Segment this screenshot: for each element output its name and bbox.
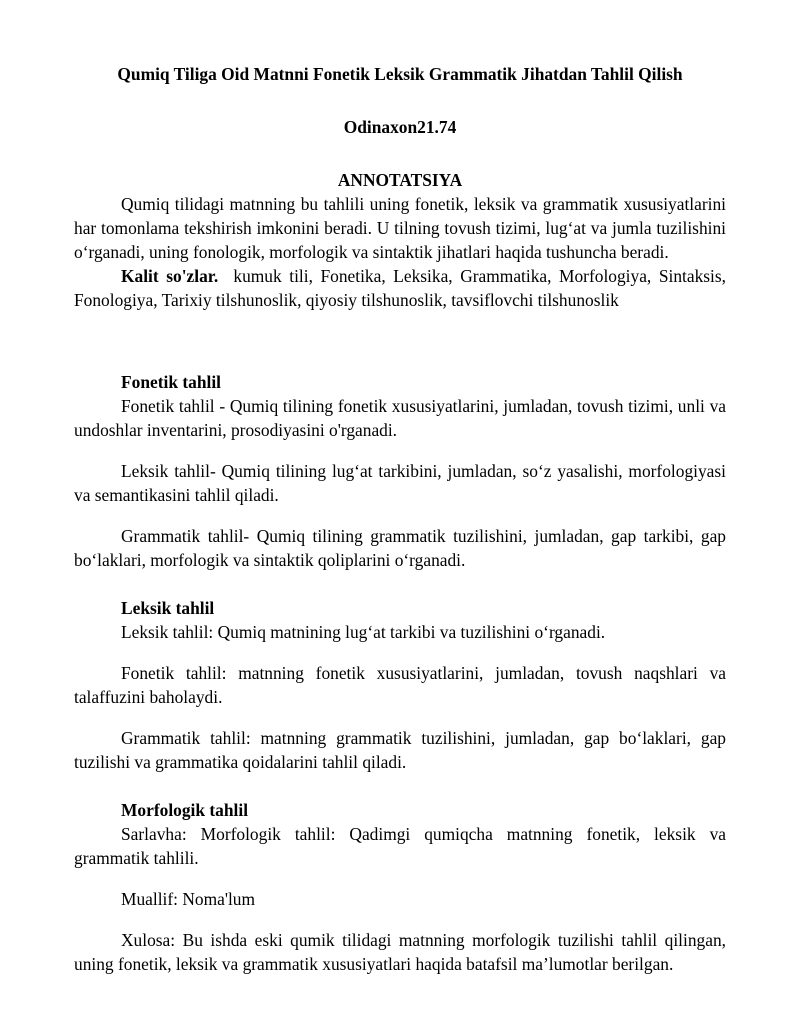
section-fonetik-paragraph-3: Grammatik tahlil- Qumiq tilining grammatik tuzilishini, jumladan, gap tarkibi, gap bo‘laklari, morfologik va sintaktik qoliplarini o‘rganadi. [74, 526, 726, 570]
section-fonetik-paragraph-1: Fonetik tahlil - Qumiq tilining fonetik xususiyatlarini, jumladan, tovush tizimi, unli va undoshlar inventarini, prosodiyasini o'rganadi. [74, 396, 726, 440]
section-morfologik-paragraph-3: Xulosa: Bu ishda eski qumik tilidagi matnning morfologik tuzilishi tahlil qilingan, uning fonetik, leksik va grammatik xususiyatlari haqida batafsil ma’lumotlar berilgan. [74, 930, 726, 974]
section-heading-fonetik: Fonetik tahlil [121, 372, 222, 392]
section-morfologik-paragraph-1: Sarlavha: Morfologik tahlil: Qadimgi qumiqcha matnning fonetik, leksik va grammatik tahlili. [74, 824, 726, 868]
keywords-label: Kalit so'zlar. [121, 266, 219, 286]
section-heading-morfologik: Morfologik tahlil [121, 800, 249, 820]
annotation-paragraph: Qumiq tilidagi matnning bu tahlili uning fonetik, leksik va grammatik xususiyatlarini har tomonlama tekshirish imkonini beradi. U tilning tovush tizimi, lug‘at va jumla tuzilishini o‘rganadi, uning fonologik, morfologik va sintaktik jihatlari haqida tushuncha beradi. [74, 194, 726, 262]
section-heading-leksik: Leksik tahlil [121, 598, 215, 618]
keywords-text: kumuk tili, Fonetika, Leksika, Grammatika, Morfologiya, Sintaksis, Fonologiya, Tarixiy tilshunoslik, qiyosiy tilshunoslik, tavsiflovchi tilshunoslik [74, 266, 731, 310]
section-fonetik-paragraph-2: Leksik tahlil- Qumiq tilining lug‘at tarkibini, jumladan, so‘z yasalishi, morfologiyasi va semantikasini tahlil qiladi. [74, 461, 726, 505]
section-leksik-paragraph-3: Grammatik tahlil: matnning grammatik tuzilishini, jumladan, gap bo‘laklari, gap tuzilishi va grammatika qoidalarini tahlil qiladi. [74, 728, 726, 772]
keywords-paragraph [74, 264, 731, 312]
document-author: Odinaxon21.74 [343, 117, 457, 137]
document-title: Qumiq Tiliga Oid Matnni Fonetik Leksik Grammatik Jihatdan Tahlil Qilish [117, 64, 683, 84]
section-leksik-paragraph-2: Fonetik tahlil: matnning fonetik xususiyatlarini, jumladan, tovush naqshlari va talaffuzini baholaydi. [74, 663, 726, 707]
annotation-heading: ANNOTATSIYA [337, 170, 463, 190]
section-morfologik-paragraph-2: Muallif: Noma'lum [121, 889, 256, 909]
section-leksik-paragraph-1: Leksik tahlil: Qumiq matnining lug‘at tarkibi va tuzilishini o‘rganadi. [121, 622, 606, 642]
